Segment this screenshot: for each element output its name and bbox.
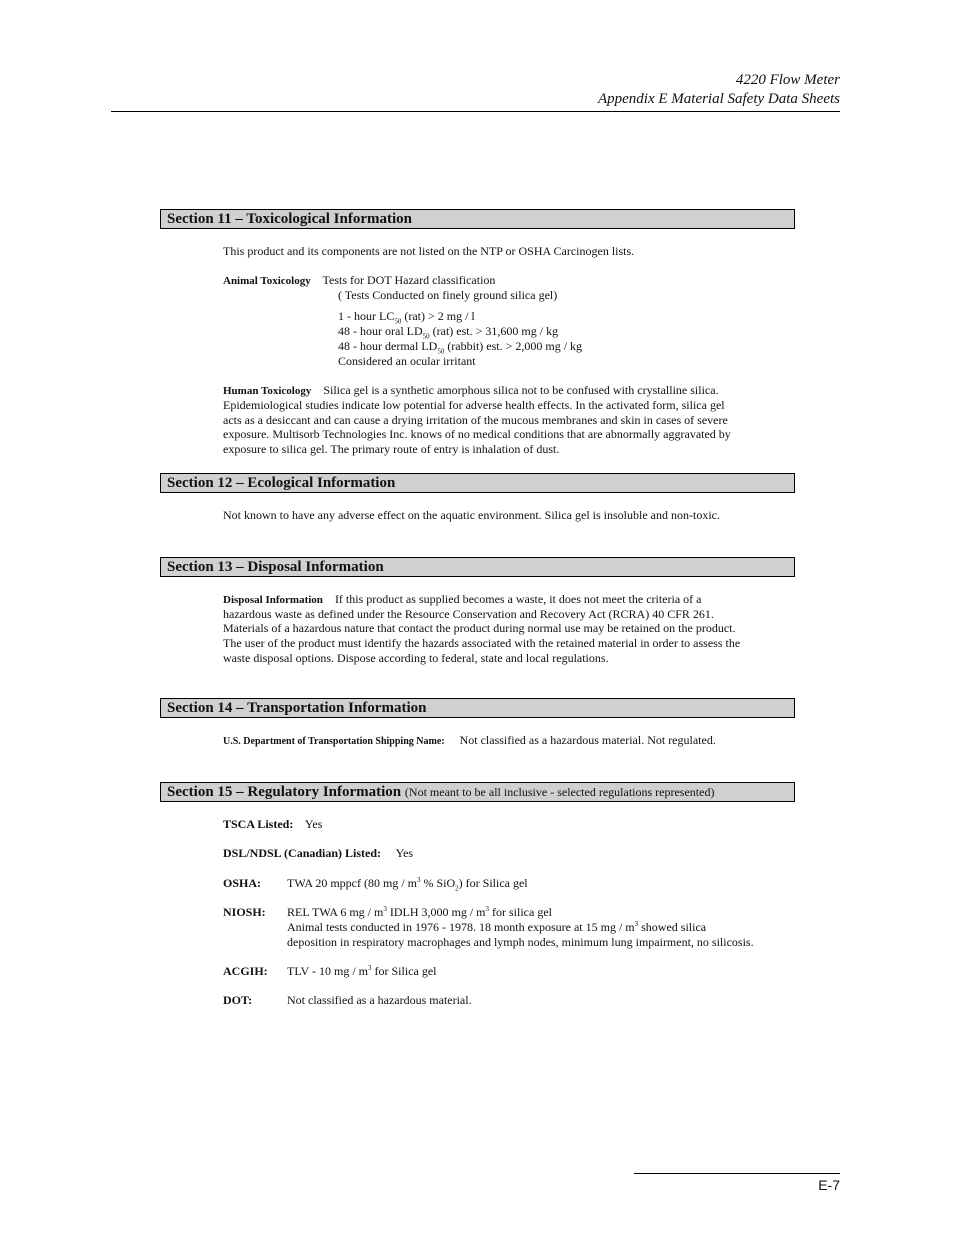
lc-text: 1 - hour LC — [338, 309, 395, 323]
osha-label: OSHA: — [223, 876, 262, 890]
animal-toxicology-line2: ( Tests Conducted on finely ground silica gel) — [338, 288, 558, 302]
human-toxicology-line1: Silica gel is a synthetic amorphous silica not to be confused with crystalline silica. — [323, 383, 719, 397]
acgih-label: ACGIH: — [223, 964, 268, 978]
dot-value: Not classified as a hazardous material. — [287, 993, 472, 1007]
acgih-text: TLV - 10 mg / m — [287, 964, 369, 978]
tsca-label: TSCA Listed: — [223, 817, 294, 831]
niosh-label: NIOSH: — [223, 905, 266, 919]
niosh-text: REL TWA 6 mg / m — [287, 905, 384, 919]
niosh-line2-post: showed silica — [638, 920, 707, 934]
tox-dermal-ld50 — [338, 339, 582, 354]
niosh-sup1: 3 — [383, 905, 387, 913]
dot-row — [223, 993, 472, 1008]
dermal-text: 48 - hour dermal LD — [338, 339, 438, 353]
acgih-sup: 3 — [368, 964, 372, 972]
niosh-sup2: 3 — [485, 905, 490, 913]
niosh-post: for silica gel — [489, 905, 552, 919]
niosh-line2 — [287, 920, 706, 935]
animal-toxicology-line1: Tests for DOT Hazard classification — [322, 273, 496, 287]
disposal-line4: The user of the product must identify the hazards associated with the retained material in order to assess the — [223, 636, 741, 650]
tox-oral-ld50 — [338, 324, 558, 339]
osha-text: TWA 20 mppcf (80 mg / m — [287, 876, 417, 890]
osha-sup: 3 — [416, 876, 421, 884]
disposal-row — [223, 592, 702, 608]
s11-intro: This product and its components are not listed on the NTP or OSHA Carcinogen lists. — [223, 244, 635, 258]
niosh-mid: IDLH 3,000 mg / m — [386, 905, 486, 919]
human-toxicology-line2: Epidemiological studies indicate low potential for adverse health effects. In the activated form, silica gel — [223, 398, 725, 412]
niosh-line2-text: Animal tests conducted in 1976 - 1978. 18 month exposure at 15 mg / m — [287, 920, 635, 934]
dermal-post: (rabbit) est. > 2,000 mg / kg — [444, 339, 583, 353]
page-number: E-7 — [818, 1177, 840, 1193]
lc-sub: 50 — [394, 317, 402, 326]
human-toxicology-line4: exposure. Multisorb Technologies Inc. knows of no medical conditions that are abnormally aggravated by — [223, 427, 731, 441]
s12-text: Not known to have any adverse effect on the aquatic environment. Silica gel is insoluble and non-toxic. — [223, 508, 720, 522]
section-13-heading: Section 13 – Disposal Information — [160, 557, 795, 577]
osha-sub: 2 — [455, 884, 459, 893]
disposal-label: Disposal Information — [223, 594, 323, 606]
tox-ocular: Considered an ocular irritant — [338, 354, 476, 368]
animal-toxicology-row — [223, 273, 495, 289]
section-15-note: (Not meant to be all inclusive - selected regulations represented) — [404, 785, 715, 799]
dot-label: DOT: — [223, 993, 253, 1007]
osha-post: ) for Silica gel — [458, 876, 528, 890]
tox-lc50 — [338, 309, 475, 324]
disposal-line2: hazardous waste as defined under the Resource Conservation and Recovery Act (RCRA) 40 CFR 261. — [223, 607, 714, 621]
dot-shipping-row — [223, 733, 716, 750]
header-line-2: Appendix E Material Safety Data Sheets — [597, 91, 840, 107]
disposal-line3: Materials of a hazardous nature that contact the product during normal use may be retained on the product. — [223, 621, 736, 635]
acgih-row — [223, 964, 437, 979]
dsl-label: DSL/NDSL (Canadian) Listed: — [223, 846, 382, 860]
dsl-value: Yes — [395, 846, 414, 860]
osha-row — [223, 876, 528, 891]
oral-post: (rat) est. > 31,600 mg / kg — [429, 324, 559, 338]
tsca-row — [223, 817, 322, 832]
section-12-heading: Section 12 – Ecological Information — [160, 473, 795, 493]
dot-shipping-label: U.S. Department of Transportation Shipping Name: — [223, 736, 445, 747]
footer-rule — [634, 1173, 840, 1174]
human-toxicology-label: Human Toxicology — [223, 385, 312, 397]
niosh-row — [223, 905, 552, 920]
oral-text: 48 - hour oral LD — [338, 324, 423, 338]
header-rule — [111, 111, 840, 112]
dot-shipping-value: Not classified as a hazardous material. Not regulated. — [459, 733, 716, 747]
oral-sub: 50 — [422, 332, 430, 341]
animal-toxicology-label: Animal Toxicology — [223, 275, 311, 287]
disposal-line1: If this product as supplied becomes a waste, it does not meet the criteria of a — [334, 592, 702, 606]
osha-mid: % SiO — [420, 876, 456, 890]
section-15-heading — [160, 782, 795, 802]
dsl-row — [223, 846, 413, 861]
section-14-heading: Section 14 – Transportation Information — [160, 698, 795, 718]
niosh-line3: deposition in respiratory macrophages and lymph nodes, minimum lung impairment, no silicosis. — [287, 935, 754, 949]
niosh-line2-sup: 3 — [634, 920, 639, 928]
human-toxicology-line5: exposure to silica gel. The primary route of entry is inhalation of dust. — [223, 442, 560, 456]
acgih-post: for Silica gel — [371, 964, 437, 978]
header-line-1: 4220 Flow Meter — [735, 72, 840, 88]
lc-post: (rat) > 2 mg / l — [401, 309, 475, 323]
section-15-title: Section 15 – Regulatory Information — [167, 784, 402, 800]
dermal-sub: 50 — [437, 347, 445, 356]
header-title — [598, 71, 840, 109]
human-toxicology-row — [223, 383, 719, 399]
disposal-line5: waste disposal options. Dispose according to federal, state and local regulations. — [223, 651, 609, 665]
tsca-value: Yes — [304, 817, 323, 831]
human-toxicology-line3: acts as a desiccant and can cause a drying irritation of the mucous membranes and skin in cases of severe — [223, 413, 728, 427]
section-11-heading: Section 11 – Toxicological Information — [160, 209, 795, 229]
